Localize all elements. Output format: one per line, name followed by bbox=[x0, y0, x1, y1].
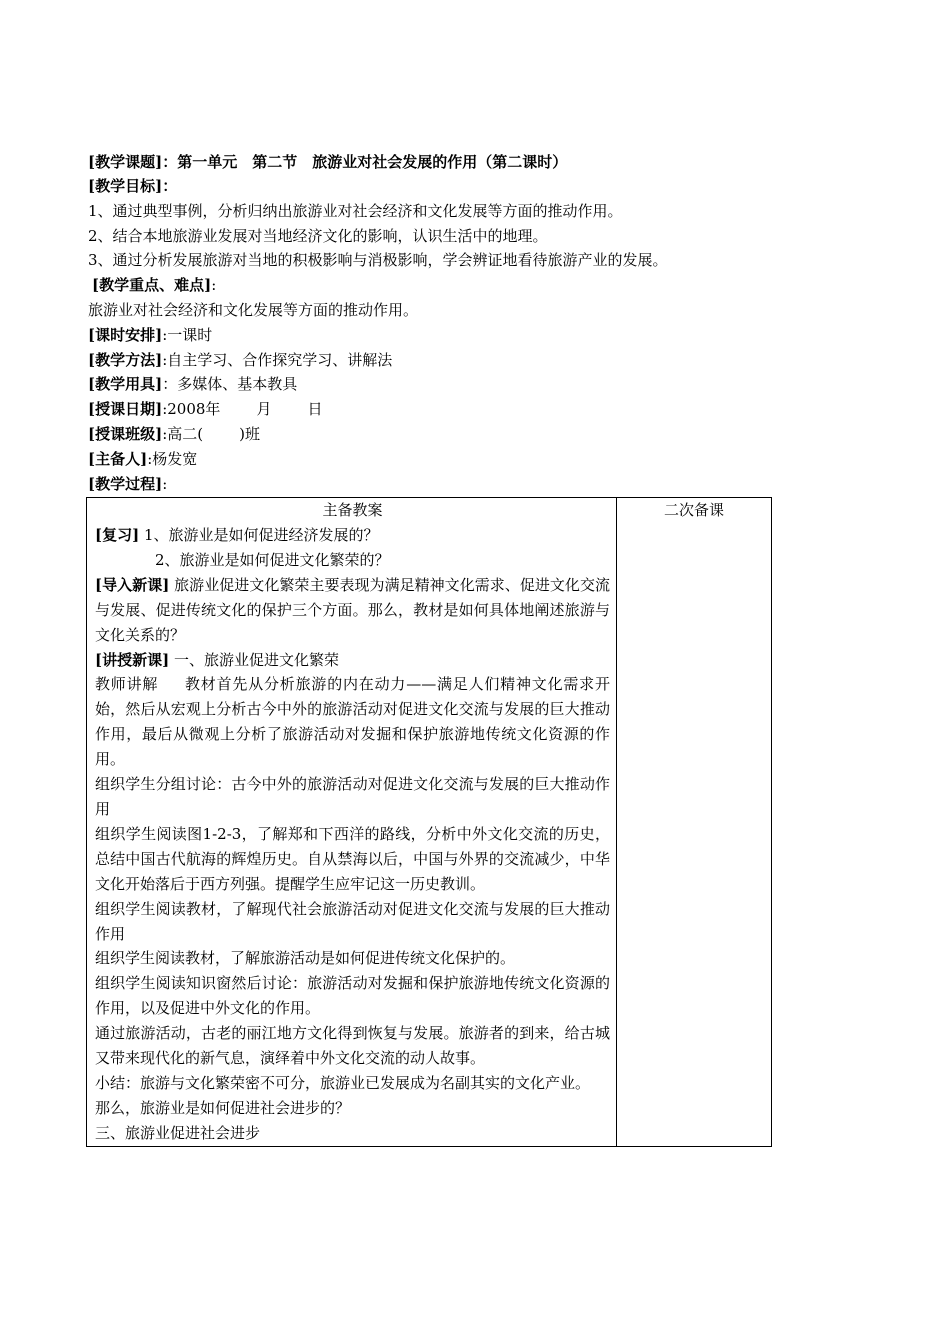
class-row bbox=[88, 422, 778, 447]
main-plan-cell bbox=[87, 498, 617, 1147]
date-label: [授课日期] bbox=[88, 400, 163, 419]
lesson-plan-table bbox=[86, 497, 772, 1147]
secondary-plan-cell bbox=[617, 498, 772, 1147]
main-plan-header: 主备教案 bbox=[322, 501, 383, 519]
key-points-value: 旅游业对社会经济和文化发展等方面的推动作用。 bbox=[88, 300, 419, 319]
review-question: 2、旅游业是如何促进文化繁荣的？ bbox=[155, 550, 390, 569]
body-paragraph: 那么，旅游业是如何促进社会进步的？ bbox=[95, 1098, 351, 1117]
review-question: 1、旅游业是如何促进经济发展的？ bbox=[143, 526, 379, 544]
goal-item: 3、通过分析发展旅游对当地的积极影响与消极影响，学会辨证地看待旅游产业的发展。 bbox=[88, 251, 668, 270]
date-row bbox=[88, 397, 778, 422]
author-label: [主备人] bbox=[88, 449, 148, 468]
lecture-title: 一、旅游业促进文化繁荣 bbox=[173, 650, 339, 669]
tools-label: [教学用具] bbox=[88, 375, 163, 394]
class-value: :高二( bbox=[162, 424, 204, 443]
review-label: [复习] bbox=[95, 526, 140, 544]
goal-item: 1、通过典型事例，分析归纳出旅游业对社会经济和文化发展等方面的推动作用。 bbox=[88, 201, 623, 220]
method-value: :自主学习、合作探究学习、讲解法 bbox=[162, 350, 393, 369]
review-row bbox=[95, 523, 610, 548]
lecture-row bbox=[95, 648, 610, 673]
date-day: 日 bbox=[307, 400, 323, 419]
key-points-heading bbox=[88, 273, 778, 298]
process-colon: : bbox=[162, 474, 168, 493]
lesson-header bbox=[88, 150, 778, 496]
method-label: [教学方法] bbox=[88, 350, 163, 369]
author-row bbox=[88, 447, 778, 472]
tools-row bbox=[88, 372, 778, 397]
lesson-topic bbox=[88, 150, 778, 174]
body-paragraph: 组织学生分组讨论：古今中外的旅游活动对促进文化交流与发展的巨大推动作用 bbox=[95, 775, 610, 818]
teacher-paragraph bbox=[95, 672, 610, 772]
class-suffix: )班 bbox=[239, 424, 260, 443]
intro-text: 旅游业促进文化繁荣主要表现为满足精神文化需求、促进文化交流与发展、促进传统文化的保护三个方面。那么，教材是如何具体地阐述旅游与文化关系的？ bbox=[95, 575, 610, 644]
intro-paragraph bbox=[95, 573, 610, 648]
body-paragraph: 组织学生阅读教材，了解旅游活动是如何促进传统文化保护的。 bbox=[95, 949, 516, 968]
body-paragraph: 通过旅游活动，古老的丽江地方文化得到恢复与发展。旅游者的到来，给古城又带来现代化的新气息，演绎着中外文化交流的动人故事。 bbox=[95, 1024, 610, 1068]
lecture-label: [讲授新课] bbox=[95, 650, 170, 669]
topic-label: [教学课题]： bbox=[88, 153, 178, 171]
schedule-label: [课时安排] bbox=[88, 325, 163, 344]
body-paragraph: 组织学生阅读知识窗然后讨论：旅游活动对发掘和保护旅游地传统文化资源的作用，以及促进中外文化的作用。 bbox=[95, 974, 610, 1018]
process-label: [教学过程] bbox=[88, 474, 163, 493]
date-month: 月 bbox=[256, 400, 272, 419]
body-paragraph: 组织学生阅读图1-2-3，了解郑和下西洋的路线，分析中外文化交流的历史，总结中国古代航海的辉煌历史。自从禁海以后，中国与外界的交流减少，中华文化开始落后于西方列强。提醒学生应牢记这一历史教训。 bbox=[95, 824, 610, 893]
body-paragraph: 组织学生阅读教材，了解现代社会旅游活动对促进文化交流与发展的巨大推动作用 bbox=[95, 899, 610, 943]
secondary-plan-header: 二次备课 bbox=[663, 501, 724, 519]
class-label: [授课班级] bbox=[88, 424, 163, 443]
key-points-colon: : bbox=[211, 276, 217, 295]
key-points-label: [教学重点、难点] bbox=[92, 276, 212, 295]
date-year: :2008年 bbox=[162, 400, 221, 419]
summary-paragraph: 小结：旅游与文化繁荣密不可分，旅游业已发展成为名副其实的文化产业。 bbox=[95, 1073, 591, 1092]
intro-label: [导入新课] bbox=[95, 575, 170, 594]
process-row bbox=[88, 472, 778, 497]
method-row bbox=[88, 348, 778, 373]
topic-value: 第一单元 第二节 旅游业对社会发展的作用（第二课时） bbox=[177, 153, 568, 171]
tools-value: ：多媒体、基本教具 bbox=[162, 375, 298, 394]
section-heading: 三、旅游业促进社会进步 bbox=[95, 1123, 261, 1142]
teacher-text: 教材首先从分析旅游的内在动力——满足人们精神文化需求开始，然后从宏观上分析古今中外的旅游活动对促进文化交流与发展的巨大推动作用，最后从微观上分析了旅游活动对发掘和保护旅游地传统文化资源的作用。 bbox=[95, 675, 610, 769]
author-value: :杨发宽 bbox=[147, 449, 198, 468]
schedule-value: :一课时 bbox=[162, 325, 213, 344]
teacher-label: 教师讲解 bbox=[95, 675, 159, 694]
goals-label: [教学目标]： bbox=[88, 177, 178, 195]
schedule-row bbox=[88, 323, 778, 348]
review-row bbox=[95, 548, 610, 573]
goal-item: 2、结合本地旅游业发展对当地经济文化的影响，认识生活中的地理。 bbox=[88, 226, 548, 245]
